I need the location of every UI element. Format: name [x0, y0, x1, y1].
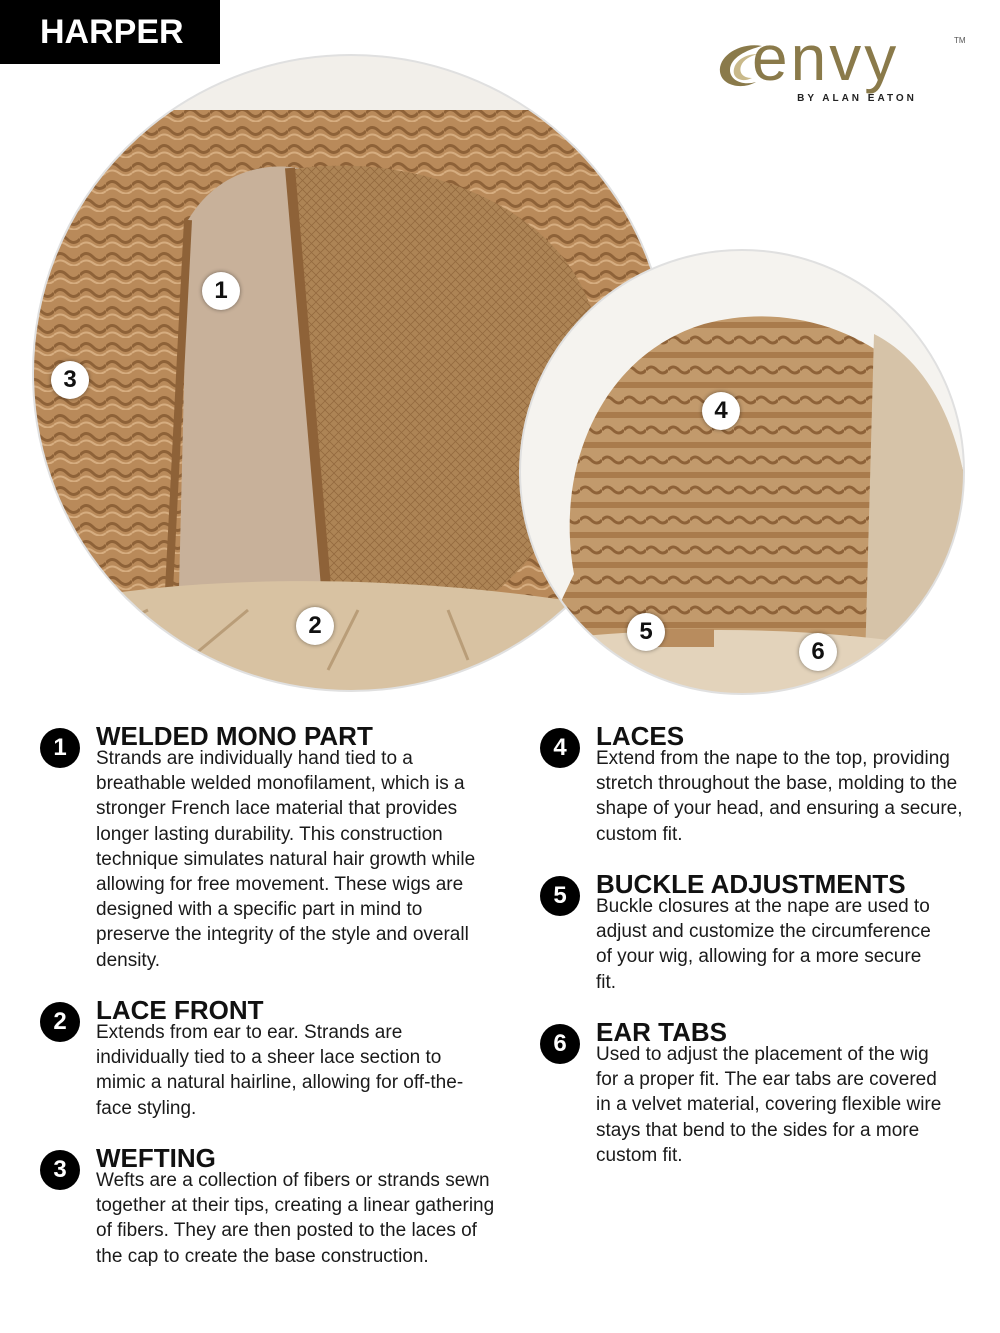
feature-description: Buckle closures at the nape are used to adjust and customize the circumference of your wig, allowing for a more secure fit.	[596, 896, 931, 993]
number-badge: 4	[540, 728, 580, 768]
feature-description: Extends from ear to ear. Strands are individually tied to a sheer lace section to mimic a natural hairline, allowing for off-the-face styling.	[96, 1022, 464, 1119]
number-badge: 3	[40, 1150, 80, 1190]
number-badge: 1	[40, 728, 80, 768]
cap-back-photo	[514, 244, 970, 700]
feature-title: LACES	[596, 721, 685, 751]
brand-wordmark: envy	[752, 22, 900, 94]
feature-title: WEFTING	[96, 1143, 216, 1173]
marker-3: 3	[51, 361, 89, 399]
marker-6: 6	[799, 633, 837, 671]
brand-logo	[712, 22, 974, 114]
trademark-mark: TM	[954, 36, 966, 45]
marker-2: 2	[296, 607, 334, 645]
feature-title: WELDED MONO PART	[96, 721, 373, 751]
marker-1: 1	[202, 272, 240, 310]
brand-tagline: BY ALAN EATON	[797, 93, 917, 104]
marker-4: 4	[702, 392, 740, 430]
feature-description: Extend from the nape to the top, providing stretch throughout the base, molding to the shape of your head, and ensuring a secure, custom fit.	[596, 748, 963, 845]
feature-title: EAR TABS	[596, 1017, 727, 1047]
feature-description: Used to adjust the placement of the wig for a proper fit. The ear tabs are covered in a velvet material, covering flexible wire stays that bend to the sides for a more custom fit.	[596, 1044, 942, 1166]
feature-description: Strands are individually hand tied to a breathable welded monofilament, which is a stronger French lace material that provides longer lasting durability. This construction technique simulates natural hair growth while allowing for free movement. These wigs are designed with a specific part in mind to preserve the integrity of the style and overall density.	[96, 748, 476, 971]
product-name-tag: HARPER	[0, 0, 220, 64]
marker-5: 5	[627, 613, 665, 651]
number-badge: 5	[540, 876, 580, 916]
feature-description: Wefts are a collection of fibers or strands sewn together at their tips, creating a linear gathering of fibers. They are then posted to the laces of the cap to create the base construction.	[96, 1170, 495, 1267]
number-badge: 2	[40, 1002, 80, 1042]
number-badge: 6	[540, 1024, 580, 1064]
feature-title: LACE FRONT	[96, 995, 264, 1025]
feature-title: BUCKLE ADJUSTMENTS	[596, 869, 906, 899]
